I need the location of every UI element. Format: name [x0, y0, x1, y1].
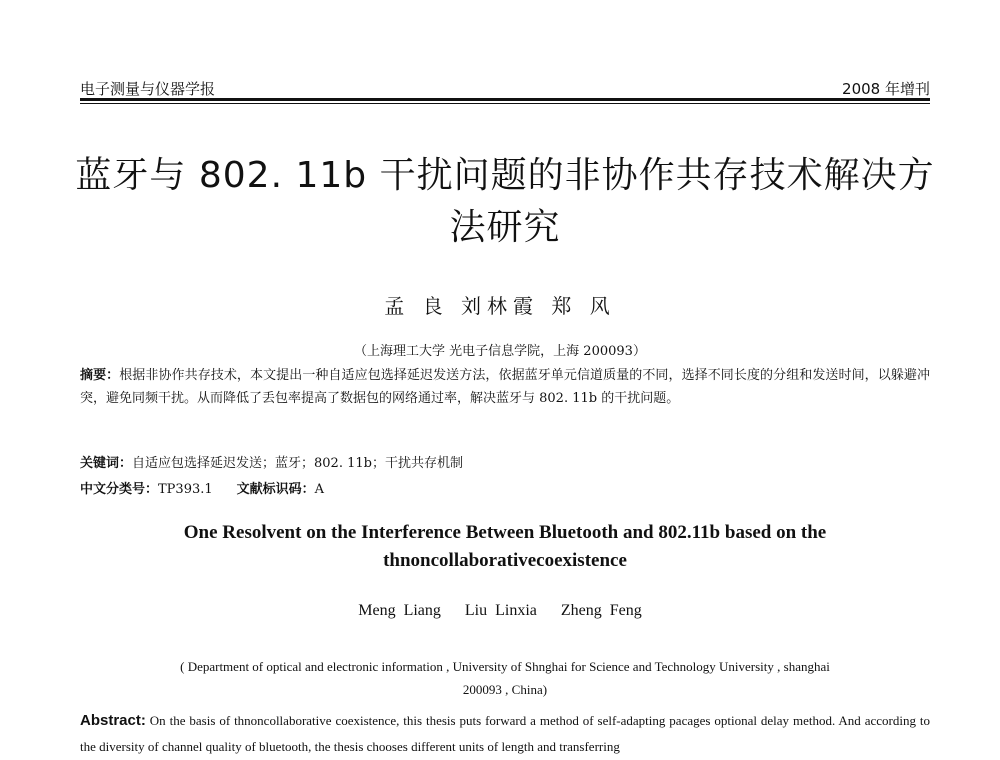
keywords-cn-text: 自适应包选择延迟发送；蓝牙；802. 11b；干扰共存机制: [132, 456, 463, 471]
paper-title-en-line2: thnoncollaborativecoexistence: [383, 550, 627, 571]
issue-label: 2008 年增刊: [842, 80, 930, 98]
affiliation-en-line1: ( Department of optical and electronic information , University of Shnghai for Science and Technology University , shanghai: [180, 659, 830, 674]
affiliation-en: [80, 655, 930, 701]
journal-name: 电子测量与仪器学报: [80, 80, 216, 98]
author-en-3: Zheng Feng: [560, 602, 642, 619]
authors-en: [0, 602, 1000, 620]
paper-title-en-line1: One Resolvent on the Interference Between Bluetooth and 802.11b based on the: [183, 522, 827, 543]
affiliation-en-line2: 200093 , China): [462, 682, 548, 697]
abstract-cn: [80, 364, 930, 410]
doc-code-label: 文献标识码：: [236, 482, 315, 497]
paper-title-cn-line2: 法研究: [449, 207, 561, 248]
keywords-cn-label: 关键词：: [80, 456, 133, 471]
author-en-1: Meng Liang: [358, 602, 441, 619]
author-en-2: Liu Linxia: [464, 602, 537, 619]
clc-label: 中文分类号：: [80, 482, 159, 497]
abstract-en-label: Abstract:: [80, 712, 146, 729]
clc-value: TP393.1: [158, 482, 213, 497]
classification-line: [80, 478, 930, 497]
abstract-cn-label: 摘要：: [80, 368, 120, 383]
paper-title-en: [80, 519, 930, 575]
affiliation-cn: （上海理工大学 光电子信息学院，上海 200093）: [354, 344, 646, 359]
abstract-en: [80, 708, 930, 760]
paper-title-cn-line1: 蓝牙与 802. 11b 干扰问题的非协作共存技术解决方: [75, 155, 935, 196]
paper-title-cn: [70, 150, 940, 254]
abstract-en-text: On the basis of thnoncollaborative coexistence, this thesis puts forward a method of self-adapting pacages optional delay method. And according to the diversity of channel quality of bluetooth, the thesis chooses different units of length and transferring: [80, 713, 930, 754]
authors-cn: 孟 良 刘林霞 郑 风: [384, 294, 616, 318]
keywords-cn: [80, 452, 930, 471]
abstract-cn-text: 根据非协作共存技术，本文提出一种自适应包选择延迟发送方法，依据蓝牙单元信道质量的不同，选择不同长度的分组和发送时间，以躲避冲突，避免同频干扰。从而降低了丢包率提高了数据包的网络通过率，解决蓝牙与 802. 11b 的干扰问题。: [80, 368, 930, 406]
header-rule-thin: [80, 103, 930, 104]
header-rule-thick: [80, 98, 930, 101]
doc-code-value: A: [314, 482, 325, 497]
